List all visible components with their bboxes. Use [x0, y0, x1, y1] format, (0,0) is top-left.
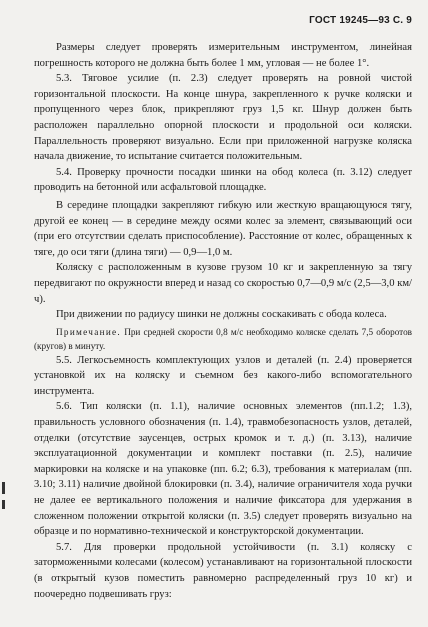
paragraph: 5.4. Проверку прочности посадки шинки на обод колеса (п. 3.12) следует проводить на бетонной или асфальтовой площадке.	[34, 166, 412, 194]
paragraph: 5.6. Тип коляски (п. 1.1), наличие основных элементов (пп.1.2; 1.3), правильность условного обозначения (п. 1.4), травмобезопасность узлов, деталей, отделки (отсутствие заусенцев, острых кромок и т. д.) (п. 3.13), наличие эксплуатационной документации и комплект поставки (п. 2.5), наличие маркировки на коляске и на упаковке (пп. 6.2; 6.3), требования к материалам (пп. 3.10; 3.11) наличие двойной блокировки (п. 3.4), наличие ограничителя хода ручки не далее ее вертикального положения и наличие фиксатора для удержания в сложенном положении открытой коляски (п. 3.5) следует проверять визуально на образце и по нормативно-технической и конструкторской документации.	[34, 401, 412, 538]
page-header	[309, 15, 412, 26]
paragraph: Коляску с расположенным в кузове грузом 10 кг и закрепленную за тягу передвигают по окружности вперед и назад со скоростью 0,7—0,9 м/с (2,5—3,0 км/ч).	[34, 262, 412, 305]
note-text: При средней скорости 0,8 м/с необходимо коляске сделать 7,5 оборотов (кругов) в минуту.	[34, 326, 413, 351]
paragraph: При движении по радиусу шинки не должны соскакивать с обода колеса.	[56, 309, 387, 321]
margin-mark	[2, 482, 5, 494]
paragraph: 5.5. Легкосъемность комплектующих узлов и деталей (п. 2.4) проверяется установкой их на коляску и съемном без какого-либо вспомогательного инструмента.	[34, 354, 412, 397]
document-body	[34, 40, 412, 602]
paragraph: 5.3. Тяговое усилие (п. 2.3) следует проверять на ровной чистой горизонтальной плоскости. На конце шнура, закрепленного к ручке коляски и пропущенного через блок, прикрепляют груз 1,5 кг. Шнур должен быть расположен параллельно опорной плоскости и продольной оси коляски. Параллельность проверяют визуально. Если при приложенной нагрузке коляска начала движение, то испытание считается положительным.	[34, 73, 412, 163]
note-label: Примечание.	[56, 326, 122, 337]
paragraph: В середине площадки закрепляют гибкую или жесткую вращающуюся тягу, другой ее конец — в середине между осями колес за элемент, связывающий оси (при его отсутствии сделать приспособление). Расстояние от колес, обращенных к тяге, до оси тяги (длина тяги) — 0,9—1,0 м.	[34, 199, 412, 258]
header-text: ГОСТ 19245—93 С. 9	[309, 15, 412, 26]
margin-mark	[2, 500, 5, 509]
paragraph: Размеры следует проверять измерительным инструментом, линейная погрешность которого не должна быть более 1 мм, угловая — не более 1°.	[34, 42, 412, 69]
paragraph: 5.7. Для проверки продольной устойчивости (п. 3.1) коляску с заторможенными колесами (колесом) устанавливают на горизонтальной плоскости (в открытый кузов поместить равномерно распределенный груз 10 кг) и поочередно подвешивать груз:	[34, 541, 412, 600]
note	[34, 325, 412, 353]
